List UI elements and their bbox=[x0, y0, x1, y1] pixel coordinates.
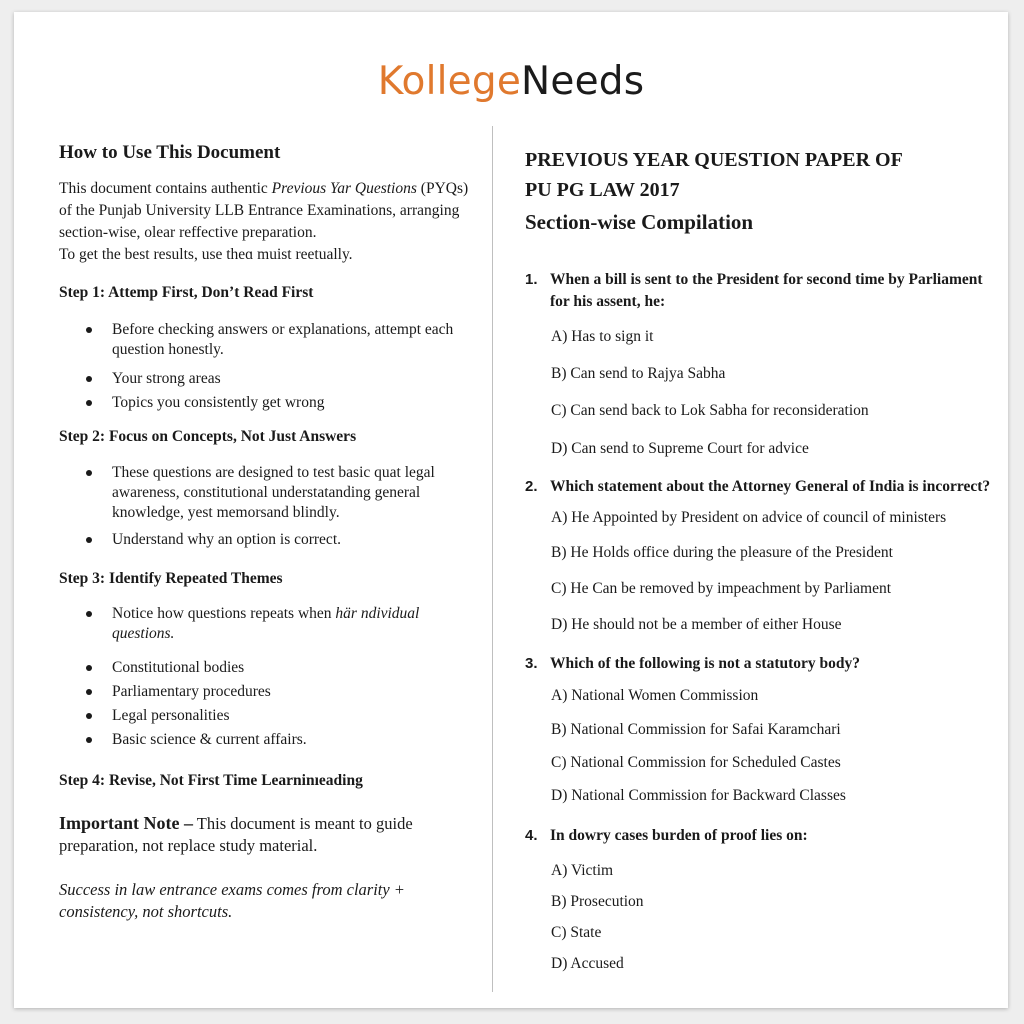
question bbox=[525, 269, 995, 313]
answer-option: A) He Appointed by President on advice of council of ministers bbox=[551, 509, 947, 526]
answer-option: D) Can send to Supreme Court for advice bbox=[551, 440, 809, 457]
step2-heading: Step 2: Focus on Concepts, Not Just Answers bbox=[59, 428, 357, 445]
answer-option: C) State bbox=[551, 924, 602, 941]
answer-option: D) National Commission for Backward Classes bbox=[551, 787, 846, 804]
answer-option: B) Can send to Rajya Sabha bbox=[551, 365, 726, 382]
question-number: 1. bbox=[525, 271, 538, 288]
logo-part-needs: Needs bbox=[521, 59, 645, 104]
step1-heading: Step 1: Attemp First, Don’t Read First bbox=[59, 284, 314, 301]
how-to-use-heading: How to Use This Document bbox=[59, 142, 281, 163]
answer-option: B) He Holds office during the pleasure of the President bbox=[551, 544, 893, 561]
left-column bbox=[59, 142, 484, 923]
important-note-label: Important Note – bbox=[59, 813, 193, 833]
logo-part-kollege: Kollege bbox=[377, 59, 522, 104]
answer-option: C) National Commission for Scheduled Castes bbox=[551, 754, 841, 771]
step3-bullet-text: Notice how questions repeats when bbox=[112, 605, 336, 622]
important-note bbox=[59, 812, 484, 857]
answer-option: D) Accused bbox=[551, 955, 624, 972]
right-column bbox=[525, 145, 995, 974]
answer-option: B) Prosecution bbox=[551, 893, 644, 910]
intro-text-end: (PYQs) of the Punjab University LLB Entrance Examinations, arranging section-wise, olear reffective preparation. bbox=[59, 180, 469, 241]
step3-heading: Step 3: Identify Repeated Themes bbox=[59, 570, 283, 587]
question-number: 3. bbox=[525, 655, 538, 672]
step3-bullet bbox=[59, 604, 484, 644]
question-number: 4. bbox=[525, 827, 538, 844]
paper-subtitle: Section-wise Compilation bbox=[525, 210, 754, 234]
step1-bullet: Topics you consistently get wrong bbox=[59, 393, 484, 413]
step3-bullet-italic: här ndividual questions. bbox=[112, 605, 420, 642]
intro-text-italic: Previous Yar Questions bbox=[271, 180, 417, 197]
step3-bullet: Constitutional bodies bbox=[59, 658, 484, 678]
answer-option: C) He Can be removed by impeachment by Parliament bbox=[551, 580, 892, 597]
step4-heading: Step 4: Revise, Not First Time Learninıeading bbox=[59, 772, 363, 789]
answer-option: A) Victim bbox=[551, 862, 614, 879]
question-text: In dowry cases burden of proof lies on: bbox=[550, 827, 808, 844]
step3-bullet: Basic science & current affairs. bbox=[59, 730, 484, 750]
step2-bullet: Understand why an option is correct. bbox=[59, 530, 484, 550]
column-divider bbox=[492, 126, 493, 992]
step3-bullet: Parliamentary procedures bbox=[59, 682, 484, 702]
document-page bbox=[14, 12, 1008, 1008]
intro-paragraph bbox=[59, 178, 484, 266]
important-note-text: This document is meant to guide preparation, not replace study material. bbox=[59, 814, 413, 855]
question-text: Which of the following is not a statutory body? bbox=[550, 655, 861, 672]
question-number: 2. bbox=[525, 478, 538, 495]
step1-bullet: Before checking answers or explanations, attempt each question honestly. bbox=[59, 320, 484, 360]
kollegeneeds-logo bbox=[14, 59, 1008, 104]
answer-option: A) National Women Commission bbox=[551, 687, 759, 704]
question-text: When a bill is sent to the President for second time by Parliament for his assent, he: bbox=[550, 271, 983, 310]
answer-option: A) Has to sign it bbox=[551, 328, 654, 345]
answer-option: C) Can send back to Lok Sabha for reconsideration bbox=[551, 402, 869, 419]
step3-bullet: Legal personalities bbox=[59, 706, 484, 726]
intro-text-line2: To get the best results, use theɑ muist reetually. bbox=[59, 246, 353, 263]
intro-text-start: This document contains authentic bbox=[59, 180, 272, 197]
step2-bullet: These questions are designed to test basic quat legal awareness, constitutional understatanding general knowledge, yest memorsand blindly. bbox=[59, 463, 484, 523]
question bbox=[525, 476, 995, 498]
question-text: Which statement about the Attorney General of India is incorrect? bbox=[550, 478, 991, 495]
question bbox=[525, 653, 995, 675]
answer-option: B) National Commission for Safai Karamchari bbox=[551, 721, 841, 738]
answer-option: D) He should not be a member of either House bbox=[551, 616, 842, 633]
closing-statement: Success in law entrance exams comes from clarity + consistency, not shortcuts. bbox=[59, 880, 405, 921]
step1-bullet: Your strong areas bbox=[59, 369, 484, 389]
paper-title-line1: PREVIOUS YEAR QUESTION PAPER OF bbox=[525, 149, 903, 171]
question bbox=[525, 825, 995, 847]
paper-title-line2: PU PG LAW 2017 bbox=[525, 179, 680, 201]
